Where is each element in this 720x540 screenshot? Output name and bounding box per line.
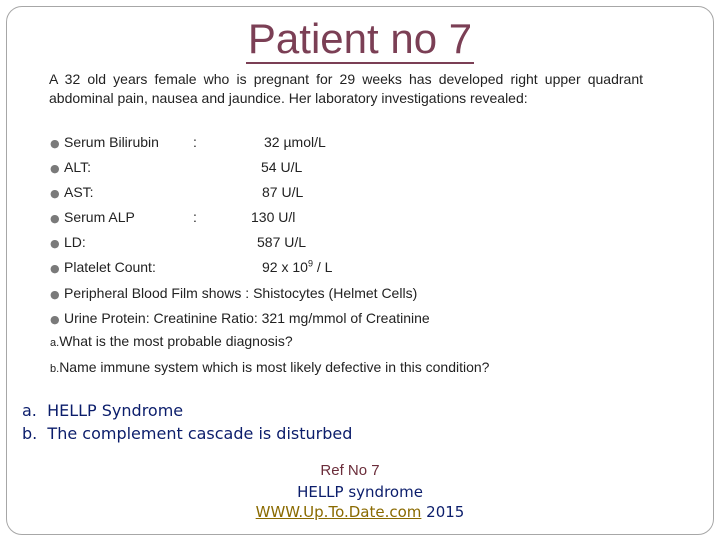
finding-text: Urine Protein: Creatinine Ratio: 321 mg/mmol of Creatinine [64, 310, 430, 326]
lab-label: Serum ALP [64, 209, 135, 225]
lab-value-exponent: 9 [307, 258, 313, 269]
bullet-icon: ● [50, 162, 60, 175]
bullet-icon: ● [50, 262, 60, 275]
case-description: A 32 old years female who is pregnant for 29 weeks has developed right upper quadrant abdominal pain, nausea and jaundice. Her laboratory investigations revealed: [49, 71, 643, 106]
question-a [50, 333, 293, 349]
bullet-icon: ● [50, 137, 60, 150]
lab-row-ld [50, 233, 307, 253]
lab-colon: : [193, 209, 197, 225]
lab-label: AST: [64, 184, 94, 200]
lab-label: Platelet Count: [64, 259, 156, 275]
lab-label: Serum Bilirubin [64, 134, 159, 150]
lab-label: ALT: [64, 159, 91, 175]
bullet-icon: ● [50, 288, 60, 301]
lab-value: 130 U/l [251, 209, 296, 225]
lab-row-serum-bilirubin [50, 133, 326, 153]
lab-value: 54 U/L [261, 159, 303, 175]
lab-row-ast [50, 183, 304, 203]
lab-row-platelet-count [50, 258, 333, 278]
lab-value-base: 92 x 10 [262, 259, 308, 275]
finding-text: Peripheral Blood Film shows : Shistocytes (Helmet Cells) [64, 285, 418, 301]
reference-year: 2015 [421, 503, 465, 521]
finding-blood-film [50, 284, 417, 304]
lab-value: 587 U/L [257, 234, 307, 250]
bullet-icon: ● [50, 313, 60, 326]
finding-urine-protein [50, 309, 430, 329]
lab-value-unit: / L [312, 259, 333, 275]
answer-text: HELLP Syndrome [47, 401, 184, 420]
question-letter: a. [50, 337, 60, 349]
question-text: Name immune system which is most likely defective in this condition? [59, 359, 490, 375]
slide-title: Patient no 7 [247, 15, 473, 62]
lab-colon: : [193, 134, 197, 150]
reference-link[interactable]: WWW.Up.To.Date.com [255, 503, 422, 521]
reference-topic: HELLP syndrome [297, 483, 423, 501]
lab-label: LD: [64, 234, 86, 250]
answer-a [22, 401, 183, 420]
lab-value: 87 U/L [262, 184, 304, 200]
answer-b [22, 424, 352, 443]
reference-number: Ref No 7 [320, 462, 380, 479]
question-b [50, 359, 489, 375]
lab-value: 32 µmol/L [264, 134, 326, 150]
lab-row-alt [50, 158, 303, 178]
question-letter: b. [50, 363, 60, 375]
question-text: What is the most probable diagnosis? [59, 333, 293, 349]
answer-letter: a. [22, 401, 37, 420]
reference-source [0, 503, 720, 521]
bullet-icon: ● [50, 237, 60, 250]
bullet-icon: ● [50, 212, 60, 225]
answer-text: The complement cascade is disturbed [47, 424, 353, 443]
answer-letter: b. [22, 424, 38, 443]
lab-value [262, 258, 332, 276]
lab-row-serum-alp [50, 208, 296, 228]
bullet-icon: ● [50, 187, 60, 200]
